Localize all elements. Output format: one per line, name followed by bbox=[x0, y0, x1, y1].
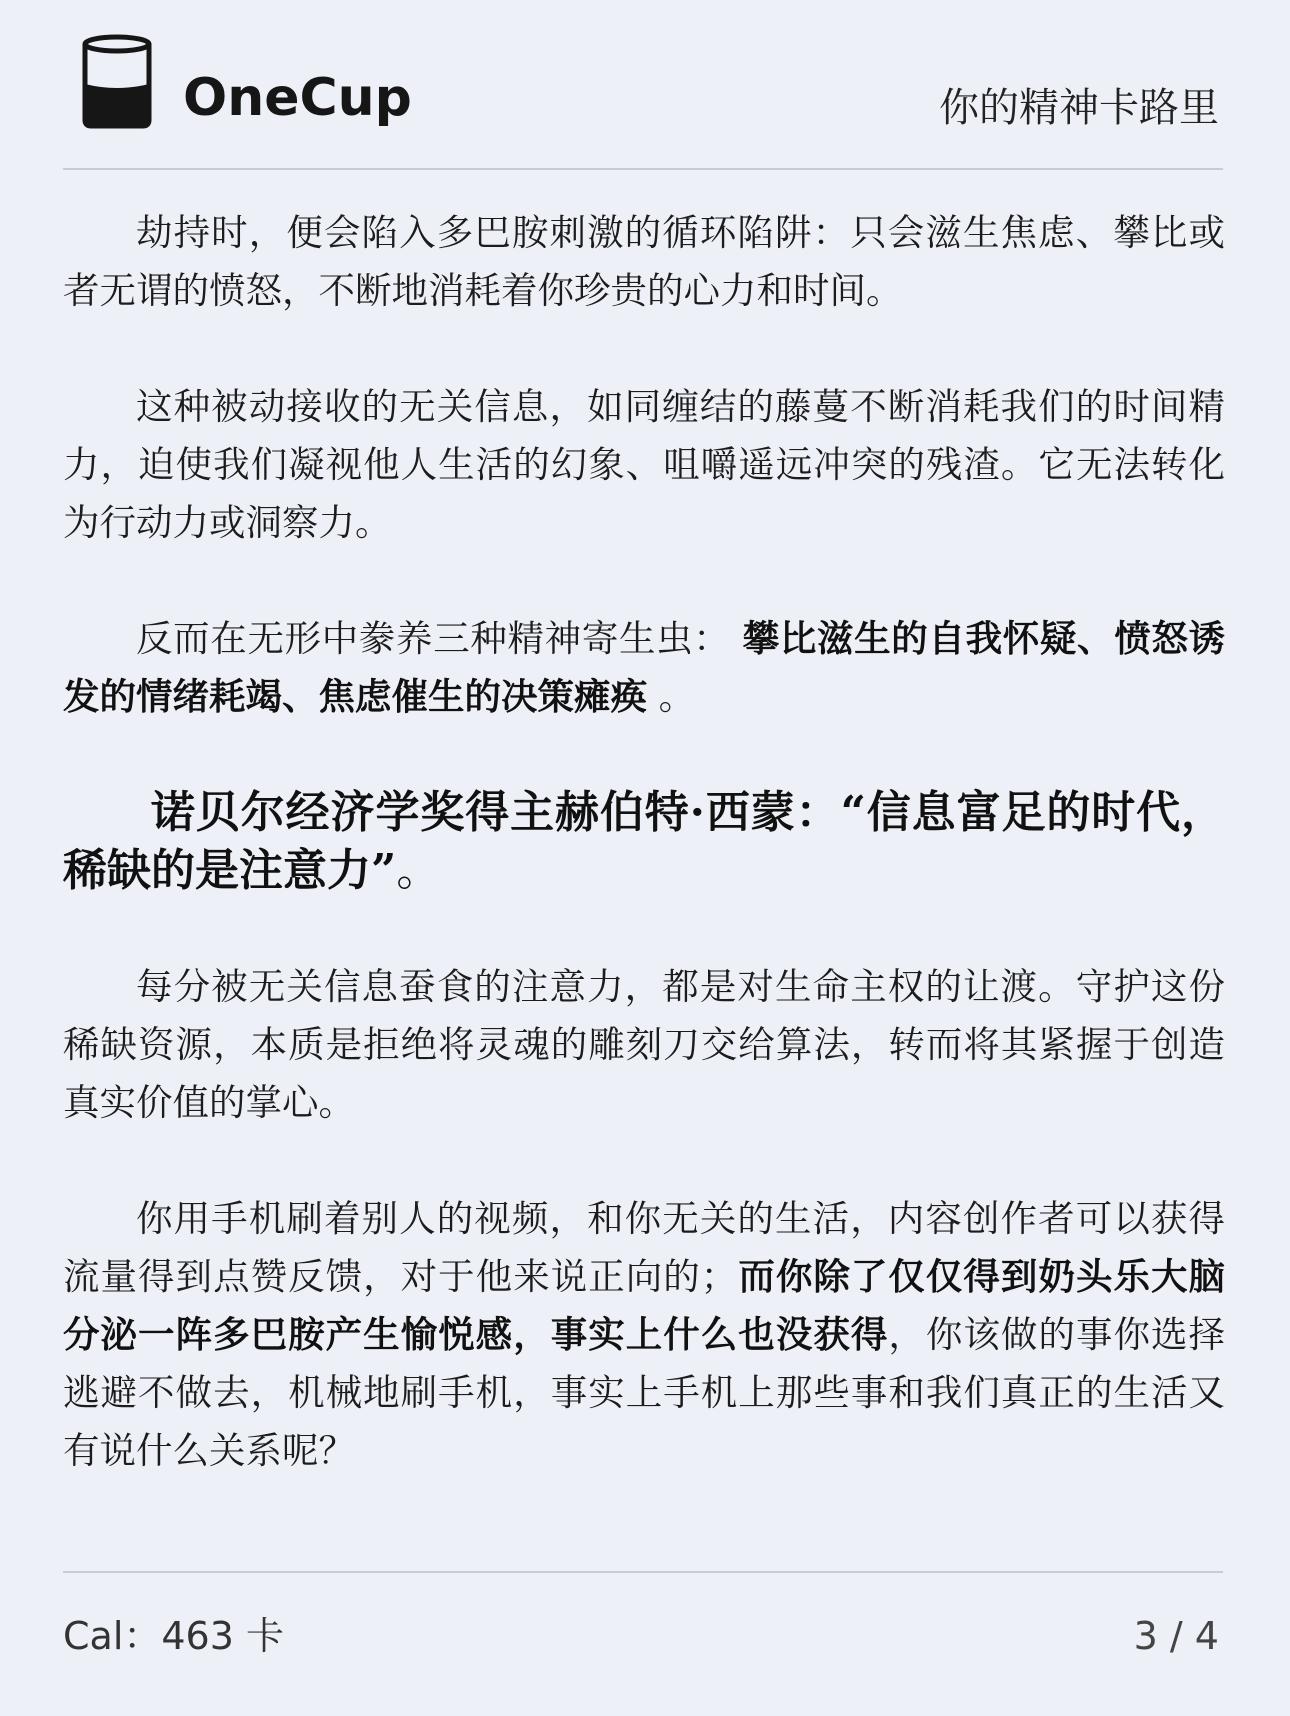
quote-text: 诺贝尔经济学奖得主赫伯特·西蒙：“信息富足的时代，稀缺的是注意力” bbox=[63, 787, 1225, 896]
text-segment: 。 bbox=[396, 845, 441, 896]
tagline: 你的精神卡路里 bbox=[939, 85, 1219, 131]
paragraph bbox=[63, 378, 1225, 552]
brand-name: OneCup bbox=[183, 68, 412, 128]
article-body bbox=[63, 204, 1225, 1538]
text-segment: 反而在无形中豢养三种精神寄生虫： bbox=[136, 617, 743, 660]
quote-heading bbox=[63, 784, 1225, 900]
text-segment: 。 bbox=[647, 675, 696, 718]
calorie-count: Cal：463 卡 bbox=[63, 1614, 284, 1658]
paragraph bbox=[63, 610, 1225, 726]
text-segment: ，你该做的事你选择逃避不做去，机械地刷手机，事实上手机上那些事和我们真正的生活又有说什么关系呢？ bbox=[63, 1313, 1226, 1472]
bold-segment: 攀比滋生的自我怀疑、愤怒诱发的情绪耗竭、焦虑催生的决策瘫痪 bbox=[63, 617, 1226, 718]
header bbox=[63, 28, 1223, 170]
text-segment: 你用手机刷着别人的视频，和你无关的生活，内容创作者可以获得流量得到点赞反馈，对于他来说正向的； bbox=[63, 1197, 1225, 1298]
text-segment: 劫持时，便会陷入多巴胺刺激的循环陷阱：只会滋生焦虑、攀比或者无谓的愤怒，不断地消耗着你珍贵的心力和时间。 bbox=[63, 211, 1225, 312]
page-indicator: 3 / 4 bbox=[1133, 1614, 1219, 1658]
paragraph bbox=[63, 1190, 1225, 1480]
paragraph bbox=[63, 204, 1225, 320]
text-segment: 每分被无关信息蚕食的注意力，都是对生命主权的让渡。守护这份稀缺资源，本质是拒绝将灵魂的雕刻刀交给算法，转而将其紧握于创造真实价值的掌心。 bbox=[63, 965, 1225, 1124]
text-segment: 这种被动接收的无关信息，如同缠结的藤蔓不断消耗我们的时间精力，迫使我们凝视他人生活的幻象、咀嚼遥远冲突的残渣。它无法转化为行动力或洞察力。 bbox=[63, 385, 1225, 544]
footer bbox=[63, 1571, 1223, 1681]
paragraph bbox=[63, 958, 1225, 1132]
cup-icon bbox=[81, 34, 153, 130]
bold-segment: 而你除了仅仅得到奶头乐大脑分泌一阵多巴胺产生愉悦感，事实上什么也没获得 bbox=[63, 1255, 1226, 1356]
